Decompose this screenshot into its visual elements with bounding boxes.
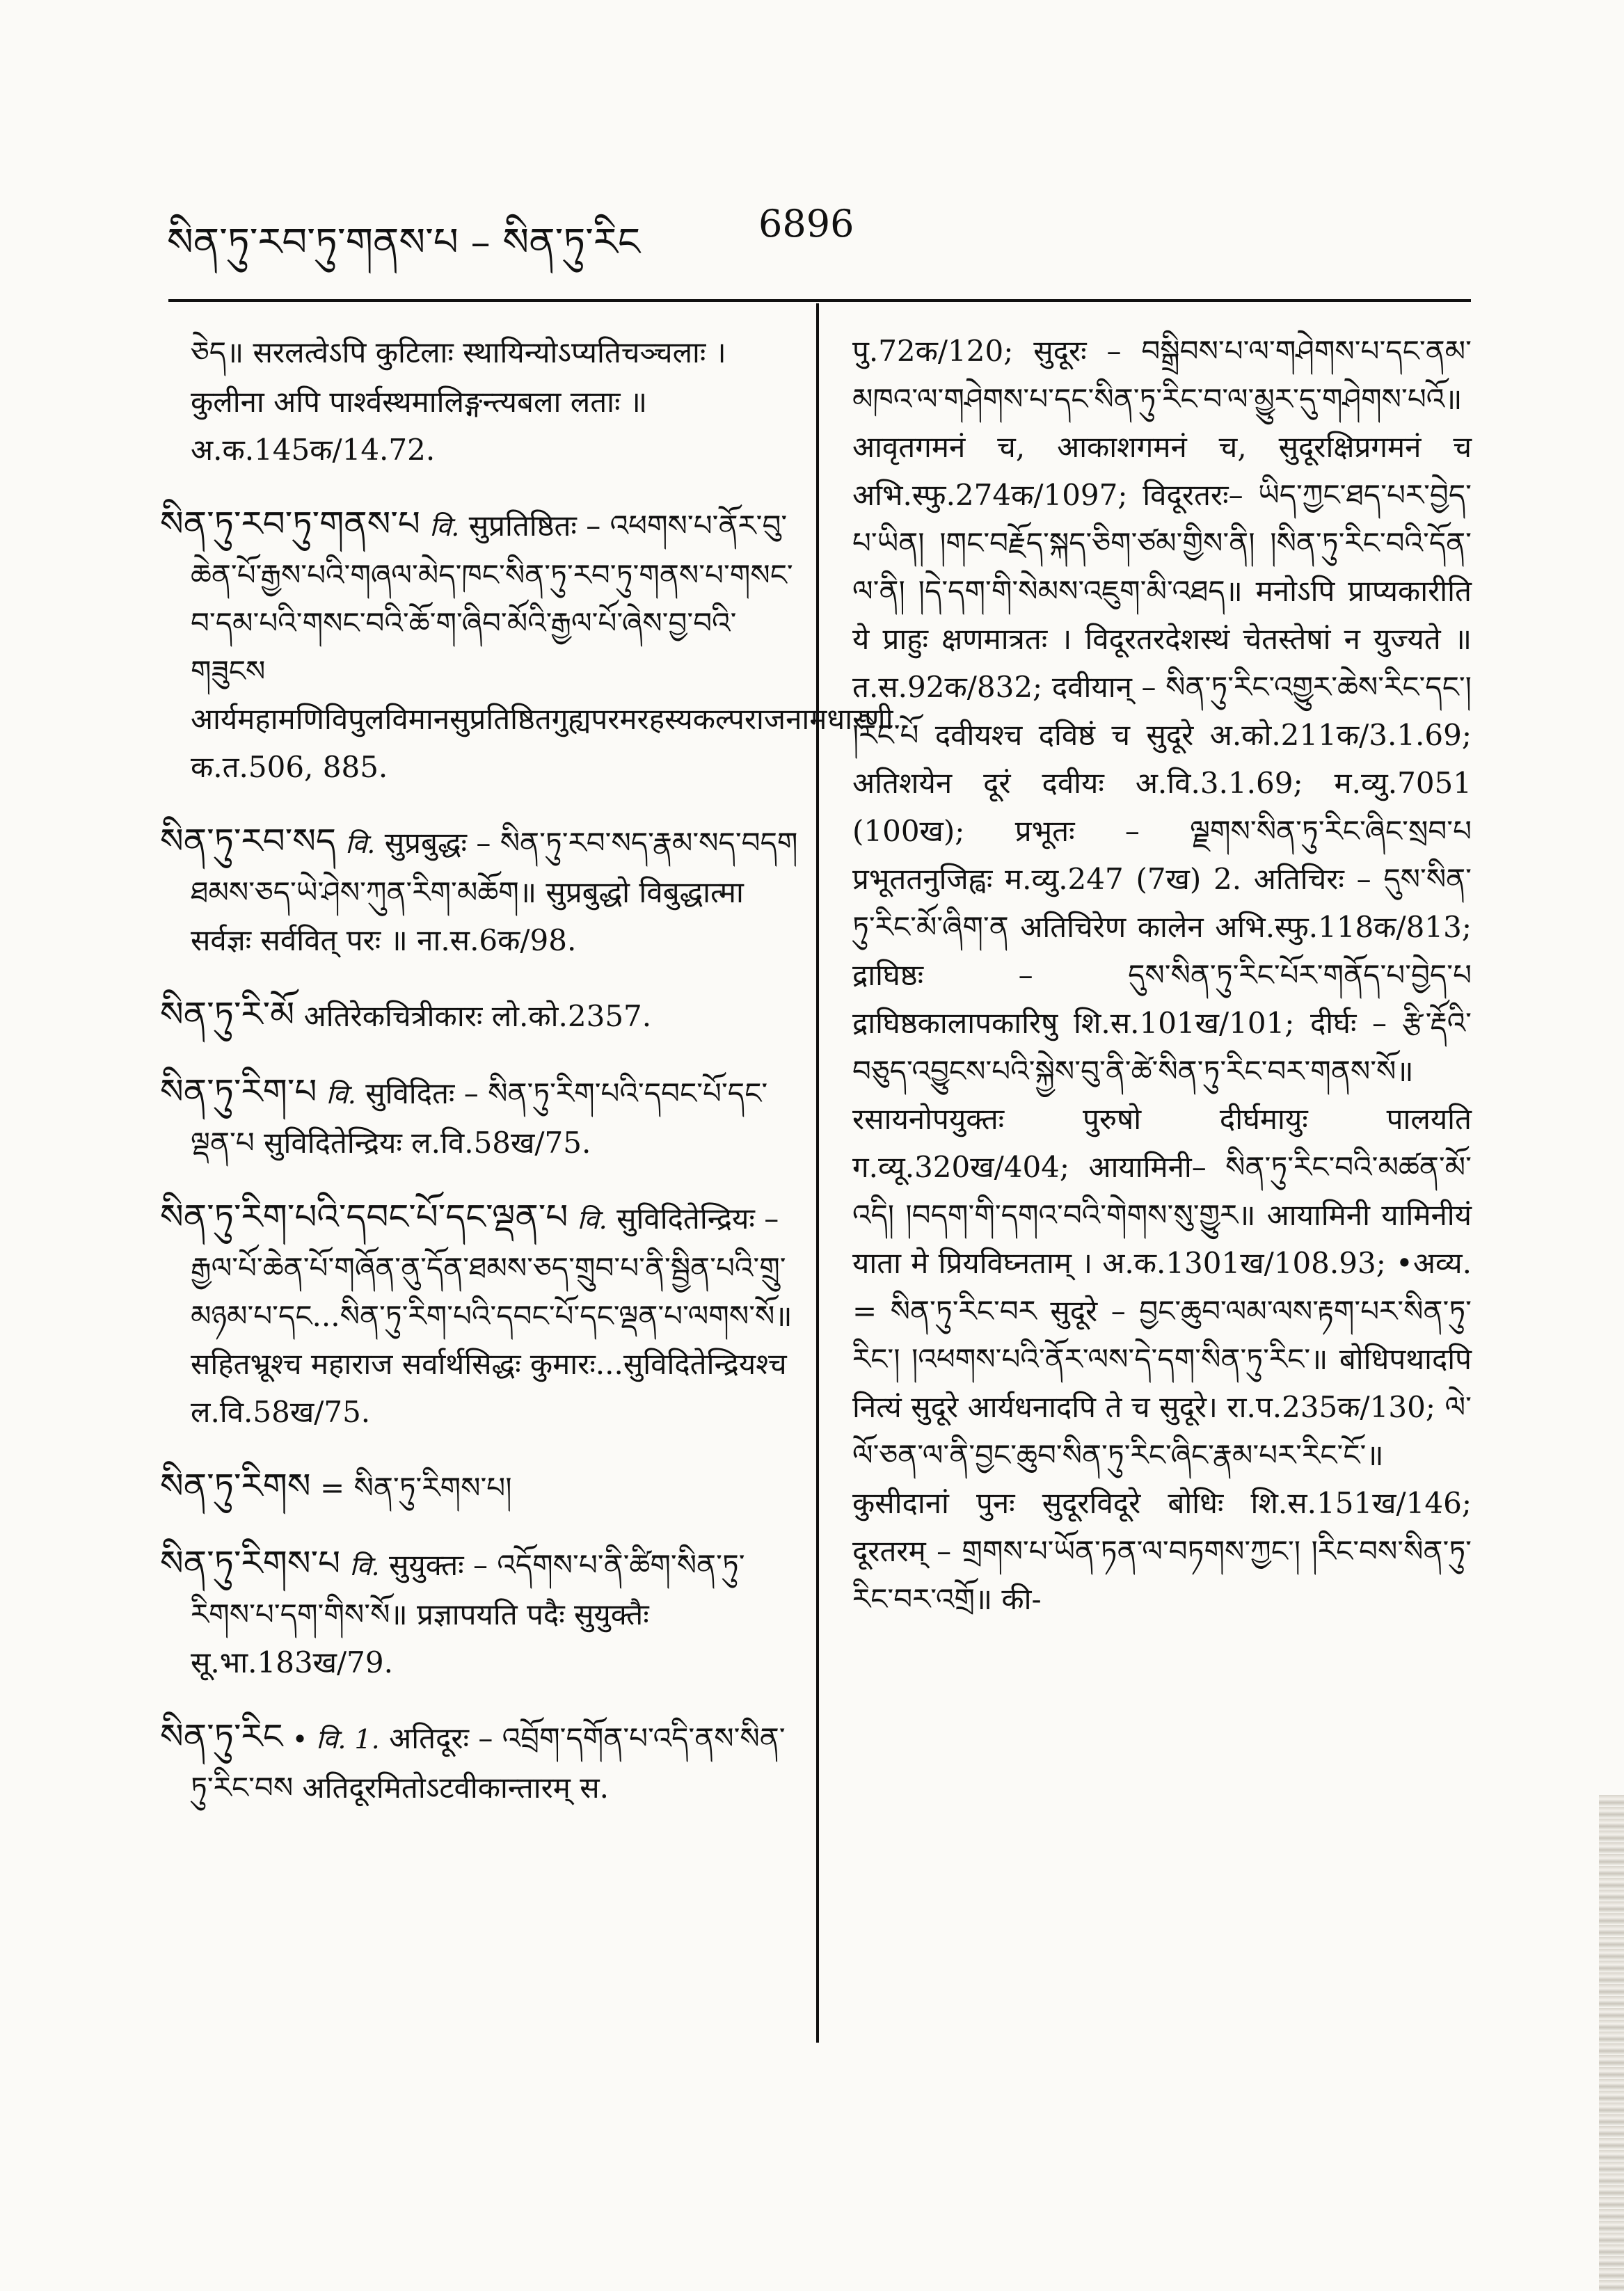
grammar-label: वि. (577, 1204, 607, 1235)
dictionary-entry (160, 500, 893, 791)
entry-body: अतिरेकचित्रीकारः लो.को.2357. (303, 999, 652, 1033)
entry-body: = སིན་ཏུ་རིགས་པ། (319, 1471, 512, 1505)
column-divider (816, 303, 819, 2043)
dictionary-entry (160, 1462, 800, 1513)
entry-headword: སིན་ཏུ་རབ་ཏུ་གནས་པ (160, 504, 420, 544)
entry-body: सुविदितः – སིན་ཏུ་རིག་པའི་དབང་པོ་དང་ལྡན་པ सुविदितेन्द्रियः ल.वि.58ख/75. (191, 1076, 768, 1160)
scan-edge-artifact (1599, 1795, 1624, 2291)
entry-headword: སིན་ཏུ་རི་མོ (160, 994, 295, 1035)
entry-body: सुविदितेन्द्रियः – རྒྱལ་པོ་ཆེན་པོ་གཞོན་ནུ་དོན་ཐམས་ཅད་གྲུབ་པ་ནི་སྦྱིན་པའི་གྲུ་མཉམ་པ་དང...སིན་ཏུ་རིག་པའི་དབང་པོ་དང་ལྡན་པ་ལགས་སོ॥ सहितभ्रूश्च महाराज सर्वार्थसिद्धः कुमारः...सुविदितेन्द्रियश्च ल.वि.58ख/75. (191, 1202, 793, 1429)
grammar-label: वि. (345, 829, 376, 859)
entry-body: सुप्रतिष्ठितः – འཕགས་པ་ནོར་བུ་ཆེན་པོ་རྒྱས་པའི་གཞལ་མེད་ཁང་སིན་ཏུ་རབ་ཏུ་གནས་པ་གསང་བ་དམ་པའི་གསང་བའི་ཆོ་ག་ཞིབ་མོའི་རྒྱལ་པོ་ཞེས་བྱ་བའི་གཟུངས आर्यमहामणिविपुलविमानसुप्रतिष्ठितगुह्यपरमरहस्यकल्पराजनामधारणी क.त.506, 885. (191, 509, 893, 784)
dictionary-entry (160, 817, 800, 964)
grammar-label: वि. (349, 1551, 380, 1581)
entry-headword: སིན་ཏུ་རིང (160, 1716, 283, 1757)
entry-headword: སིན་ཏུ་རིག་པའི་དབང་པོ་དང་ལྡན་པ (160, 1197, 568, 1237)
grammar-label: वि. (326, 1079, 356, 1110)
entry-body: सुयुक्तः – འདོགས་པ་ནི་ཚིག་སིན་ཏུ་རིགས་པ་དག་གིས་སོ॥ प्रज्ञापयति पदैः सुयुक्तैः सू.भा.183ख/79. (191, 1548, 745, 1679)
entry-headword: སིན་ཏུ་རིགས (160, 1466, 311, 1506)
entry-body: ཅེད॥ सरलत्वेऽपि कुटिलाः स्थायिन्योऽप्यतिचञ्चलाः । कुलीना अपि पार्श्वस्थमालिङ्गन्त्यबला लताः ॥ अ.क.145क/14.72. (191, 335, 726, 467)
entry-body: अतिदूरः – འབྲོག་དགོན་པ་འདི་ནས་སིན་ཏུ་རིང་བས अतिदूरमितोऽटवीकान्तारम् स. (191, 1721, 786, 1805)
dictionary-entry (160, 327, 800, 474)
entry-continuation: पु.72क/120; सुदूरः – བསྒྲིབས་པ་ལ་གཤེགས་པ་དང་ནམ་མཁའ་ལ་གཤེགས་པ་དང་སིན་ཏུ་རིང་བ་ལ་མྱུར་དུ་གཤེགས་པའོ॥ आवृतगमनं च, आकाशगमनं च, सुदूरक्षिप्रगमनं च अभि.स्फु.274क/1097; विदूरतरः– ཡིད་ཀྱང་ཐད་པར་བྱེད་པ་ཡིན། །གང་བརྗོད་སྐད་ཅིག་ཙམ་གྱིས་ནི། །སིན་ཏུ་རིང་བའི་དོན་ལ་ནི། །དེ་དག་གི་སེམས་འཇུག་མི་འཐད॥ मनोऽपि प्राप्यकारीति ये प्राहुः क्षणमात्रतः । विदूरतरदेशस्थं चेतस्तेषां न युज्यते ॥ त.स.92क/832; दवीयान् – སིན་ཏུ་རིང་འགྱུར་ཆེས་རིང་དང་། །རིང་པོ दवीयश्च दविष्ठं च सुदूरे अ.को.211क/3.1.69; अतिशयेन दूरं दवीयः अ.वि.3.1.69; म.व्यु.7051 (100ख); प्रभूतः – ལྗགས་སིན་ཏུ་རིང་ཞིང་སྲབ་པ प्रभूततनुजिह्वः म.व्यु.247 (7ख) 2. अतिचिरः – དུས་སིན་ཏུ་རིང་མོ་ཞིག་ན अतिचिरेण कालेन अभि.स्फु.118क/813; द्राघिष्ठः – དུས་སིན་ཏུ་རིང་པོར་གནོད་པ་བྱེད་པ द्राघिष्ठकालापकारिषु शि.स.101ख/101; दीर्घः – རྩི་རྡོའི་བཅུད་འབྱུངས་པའི་སྐྱེས་བུ་ནི་ཚེ་སིན་ཏུ་རིང་བར་གནས་སོ॥ रसायनोपयुक्तः पुरुषो दीर्घमायुः पालयति ग.व्यू.320ख/404; आयामिनी– སིན་ཏུ་རིང་བའི་མཚན་མོ་འདི། །བདག་གི་དགའ་བའི་གེགས་སུ་གྱུར॥ आयामिनी यामिनीयं याता मे प्रियविघ्नताम् । अ.क.1301ख/108.93; •अव्य. = སིན་ཏུ་རིང་བར सुदूरे – བྱང་ཆུབ་ལམ་ལས་རྟག་པར་སིན་ཏུ་རིང་། །འཕགས་པའི་ནོར་ལས་དེ་དག་སིན་ཏུ་རིང་॥ बोधिपथादपि नित्यं सुदूरे आर्यधनादपि ते च सुदूरे। रा.प.235क/130; ལེ་ལོ་ཅན་ལ་ནི་བྱང་ཆུབ་སིན་ཏུ་རིང་ཞིང་རྣམ་པར་རིང་ངོ་॥ कुसीदानां पुनः सुदूरविदूरे बोधिः शि.स.151ख/146; दूरतरम् – གྲགས་པ་ཡོན་ཏན་ལ་བཏགས་ཀྱང་། །རིང་བས་སིན་ཏུ་རིང་བར་འགྲོ॥ की- (852, 334, 1472, 1616)
header-rule (168, 299, 1471, 302)
page-header (0, 0, 1624, 320)
running-head: སིན་ཏུ་རབ་ཏུ་གནས་པ – སིན་ཏུ་རིང (167, 220, 641, 265)
entry-body: सुप्रबुद्धः – སིན་ཏུ་རབ་སད་རྣམ་སད་བདག ཐམས་ཅད་ཡེ་ཤེས་ཀུན་རིག་མཆོག॥ सुप्रबुद्धो विबुद्धात्मा सर्वज्ञः सर्ववित् परः ॥ ना.स.6क/98. (191, 826, 798, 957)
page-number: 6896 (758, 202, 854, 246)
entry-headword: སིན་ཏུ་རིགས་པ (160, 1543, 341, 1583)
left-column (160, 327, 893, 2247)
entry-headword: སིན་ཏུ་རབ་སད (160, 821, 336, 861)
dictionary-entry (160, 1540, 800, 1686)
entry-headword: སིན་ཏུ་རིག་པ (160, 1071, 317, 1112)
dictionary-entry (160, 991, 800, 1041)
dictionary-entry (160, 1713, 800, 1812)
grammar-label: • वि. 1. (292, 1724, 380, 1755)
dictionary-entry (160, 1193, 800, 1436)
grammar-label: वि. (429, 511, 460, 542)
dictionary-entry (160, 1068, 800, 1167)
right-column (852, 327, 1472, 2247)
